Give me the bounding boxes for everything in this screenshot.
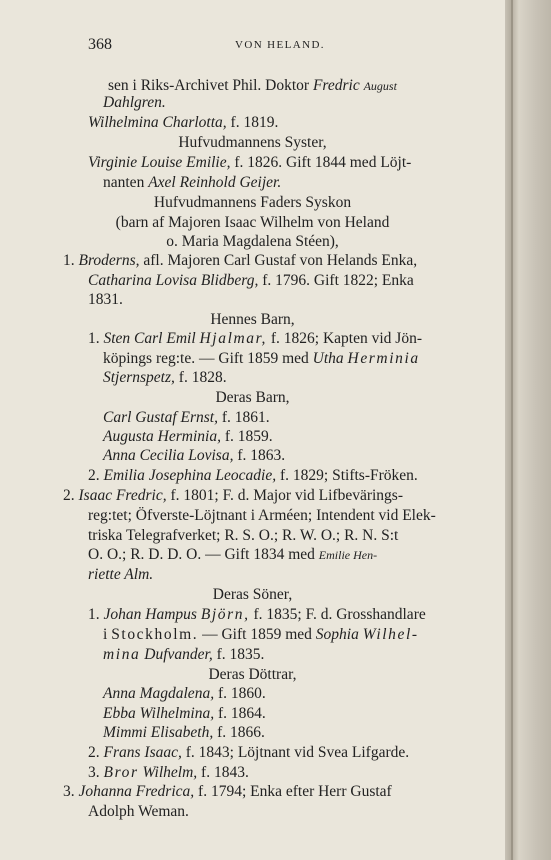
text-line xyxy=(63,782,392,801)
page-header xyxy=(0,36,505,56)
text-span: Deras Söner, xyxy=(212,586,293,603)
italic-text: Dufvander, xyxy=(140,646,213,663)
italic-text: Wilhel- xyxy=(362,626,419,643)
text-line xyxy=(0,232,505,251)
text-span: f. 1826; Kapten vid Jön- xyxy=(267,330,422,347)
text-span: nanten xyxy=(103,174,149,191)
text-span: — Gift 1859 med xyxy=(198,626,316,643)
italic-text: Emilia Josephina Leocadie, xyxy=(103,467,277,484)
text-span: 1. xyxy=(88,606,104,623)
text-span: f. 1819. xyxy=(226,114,279,131)
text-line xyxy=(88,802,189,821)
text-span: f. 1835. xyxy=(212,646,265,663)
text-line xyxy=(103,349,420,368)
italic-text: Mimmi Elisabeth, xyxy=(103,724,214,741)
text-span: f. 1860. xyxy=(214,685,266,702)
text-span: f. 1843; Löjtnant vid Svea Lifgarde. xyxy=(181,744,410,761)
text-span: i xyxy=(103,626,112,643)
italic-text: Frans Isaac, xyxy=(103,744,182,761)
text-line xyxy=(103,625,419,644)
text-line xyxy=(63,251,417,270)
italic-text: Carl Gustaf Ernst, xyxy=(103,409,218,426)
italic-text: Sten Carl Emil xyxy=(103,330,200,347)
italic-text: Fredric xyxy=(312,77,364,94)
text-line xyxy=(88,506,436,525)
text-span: köpings reg:te. — Gift 1859 med xyxy=(103,350,313,367)
text-span: O. O.; R. D. D. O. — Gift 1834 med xyxy=(88,546,319,563)
text-span: Adolph Weman. xyxy=(88,803,189,820)
italic-text: August xyxy=(363,79,397,93)
text-span: 2. xyxy=(63,487,79,504)
text-span: Hufvudmannens Faders Syskon xyxy=(153,194,352,211)
text-span: afl. Majoren Carl Gustaf von Helands Enka, xyxy=(139,252,418,269)
text-line xyxy=(0,133,505,152)
italic-text: Herminia xyxy=(347,350,420,367)
italic-text: mina xyxy=(103,646,141,663)
text-line xyxy=(63,486,403,505)
gutter-line xyxy=(511,0,513,860)
text-line xyxy=(103,93,166,112)
text-line xyxy=(88,290,123,309)
text-span: reg:tet; Öfverste-Löjtnant i Arméen; Intendent vid Elek- xyxy=(88,507,436,524)
text-line xyxy=(103,446,285,465)
text-span: Hennes Barn, xyxy=(210,311,295,328)
text-line xyxy=(0,665,505,684)
text-line xyxy=(0,193,505,212)
italic-text: Catharina Lovisa Blidberg, xyxy=(88,272,259,289)
italic-text: Anna Magdalena, xyxy=(103,685,215,702)
italic-text: Bror xyxy=(103,764,139,781)
text-line xyxy=(0,388,505,407)
text-line xyxy=(88,605,426,624)
text-line xyxy=(88,565,153,584)
text-line xyxy=(88,329,422,348)
text-span: f. 1796. Gift 1822; Enka xyxy=(258,272,414,289)
text-span: f. 1826. Gift 1844 med Löjt- xyxy=(230,154,412,171)
italic-text: Broderns, xyxy=(78,252,140,269)
italic-text: Hjalmar, xyxy=(199,330,268,347)
text-line xyxy=(88,526,398,545)
text-span: f. 1861. xyxy=(217,409,270,426)
text-span: f. 1829; Stifts-Fröken. xyxy=(276,467,418,484)
text-line xyxy=(103,723,265,742)
text-line xyxy=(0,213,505,232)
text-line xyxy=(0,310,505,329)
italic-text: Stjernspetz, xyxy=(103,369,175,386)
text-line xyxy=(103,368,227,387)
text-span: 1831. xyxy=(88,291,123,308)
text-span: f. 1828. xyxy=(174,369,227,386)
text-span: Stockholm. xyxy=(111,626,199,643)
italic-text: Sophia xyxy=(315,626,363,643)
text-span: (barn af Majoren Isaac Wilhelm von Heland xyxy=(115,214,390,231)
italic-text: Isaac Fredric, xyxy=(78,487,167,504)
text-span: 1. xyxy=(63,252,79,269)
text-span: Deras Barn, xyxy=(215,389,290,406)
italic-text: Anna Cecilia Lovisa, xyxy=(103,447,234,464)
running-head: VON HELAND. xyxy=(235,39,325,51)
italic-text: Emilie Hen- xyxy=(318,548,378,562)
text-line xyxy=(103,684,266,703)
text-span: 1. xyxy=(88,330,104,347)
text-span: f. 1794; Enka efter Herr Gustaf xyxy=(194,783,392,800)
text-line xyxy=(88,113,278,132)
italic-text: riette Alm. xyxy=(88,566,154,583)
text-span: Hufvudmannens Syster, xyxy=(178,134,327,151)
text-span: f. 1863. xyxy=(233,447,286,464)
text-line xyxy=(88,271,414,290)
text-line xyxy=(103,408,270,427)
text-span: o. Maria Magdalena Stéen), xyxy=(166,233,339,250)
page-number: 368 xyxy=(88,36,112,53)
text-line xyxy=(103,645,264,664)
text-line xyxy=(88,763,249,782)
text-span: 3. xyxy=(63,783,79,800)
italic-text: Augusta Herminia, xyxy=(103,428,221,445)
text-span: f. 1835; F. d. Grosshandlare xyxy=(249,606,426,623)
italic-text: Wilhelmina Charlotta, xyxy=(88,114,227,131)
text-line xyxy=(103,427,273,446)
text-span: f. 1866. xyxy=(213,724,265,741)
text-line xyxy=(88,545,377,565)
italic-text: Virginie Louise Emilie, xyxy=(88,154,231,171)
italic-text: Johanna Fredrica, xyxy=(78,783,195,800)
text-line xyxy=(88,153,411,172)
italic-text: Utha xyxy=(312,350,348,367)
text-span: 2. xyxy=(88,744,104,761)
italic-text: Björn, xyxy=(200,606,250,623)
text-span: triska Telegrafverket; R. S. O.; R. W. O.; R. N. S:t xyxy=(88,527,399,544)
text-line xyxy=(0,585,505,604)
italic-text: Ebba Wilhelmina, xyxy=(103,705,215,722)
text-line xyxy=(103,173,281,192)
text-span: f. 1843. xyxy=(197,764,249,781)
text-span: f. 1859. xyxy=(220,428,273,445)
text-span: sen i Riks-Archivet Phil. Doktor xyxy=(108,77,313,94)
text-line xyxy=(88,466,418,485)
text-span: 2. xyxy=(88,467,104,484)
italic-text: Wilhelm, xyxy=(138,764,198,781)
italic-text: Dahlgren. xyxy=(103,94,166,111)
text-line xyxy=(88,743,409,762)
text-line xyxy=(103,704,266,723)
text-span: 3. xyxy=(88,764,104,781)
italic-text: Johan Hampus xyxy=(103,606,201,623)
text-span: Deras Döttrar, xyxy=(208,666,297,683)
text-span: f. 1864. xyxy=(214,705,266,722)
italic-text: Axel Reinhold Geijer. xyxy=(148,174,282,191)
text-span: f. 1801; F. d. Major vid Lifbevärings- xyxy=(166,487,403,504)
